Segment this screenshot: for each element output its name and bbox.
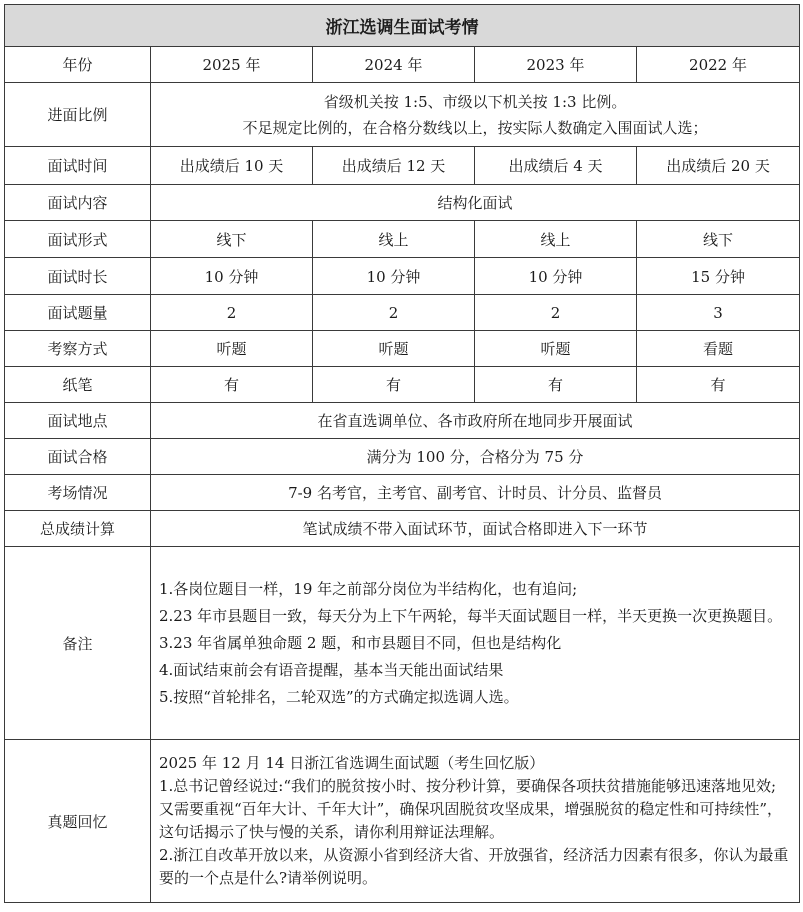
table-cell: 出成绩后 10 天	[151, 147, 313, 185]
table-cell: 线下	[151, 221, 313, 258]
year-2023: 2023 年	[475, 47, 637, 83]
row-label-total: 总成绩计算	[5, 511, 151, 547]
row-label-year: 年份	[5, 47, 151, 83]
note-line: 4.面试结束前会有语音提醒，基本当天能出面试结果	[159, 660, 504, 679]
total-row	[5, 511, 800, 547]
ratio-row	[5, 83, 800, 147]
recall-line: 2.浙江自改革开放以来，从资源小省到经济大省、开放强省，经济活力因素有很多，你认为最重要的一个点是什么?请举例说明。	[159, 846, 789, 887]
row-label-form: 面试形式	[5, 221, 151, 258]
location-row	[5, 403, 800, 439]
recall-line: 2025 年 12 月 14 日浙江省选调生面试题（考生回忆版）	[159, 754, 545, 772]
pass-value: 满分为 100 分，合格分为 75 分	[151, 439, 800, 475]
year-2024: 2024 年	[313, 47, 475, 83]
duration-row	[5, 258, 800, 295]
row-label-method: 考察方式	[5, 331, 151, 367]
notes-value	[151, 547, 800, 740]
form-row	[5, 221, 800, 258]
table-title: 浙江选调生面试考情	[5, 5, 800, 47]
table-cell: 线上	[313, 221, 475, 258]
year-2022: 2022 年	[637, 47, 800, 83]
row-label-pass: 面试合格	[5, 439, 151, 475]
table-cell: 2	[313, 295, 475, 331]
recall-value	[151, 740, 800, 903]
recall-row	[5, 740, 800, 903]
method-row	[5, 331, 800, 367]
row-label-room: 考场情况	[5, 475, 151, 511]
table-cell: 有	[313, 367, 475, 403]
table-cell: 出成绩后 12 天	[313, 147, 475, 185]
row-label-paper: 纸笔	[5, 367, 151, 403]
content-value: 结构化面试	[151, 185, 800, 221]
room-row	[5, 475, 800, 511]
table-cell: 线下	[637, 221, 800, 258]
table-cell: 听题	[151, 331, 313, 367]
table-cell: 看题	[637, 331, 800, 367]
table-cell: 10 分钟	[151, 258, 313, 295]
table-cell: 有	[637, 367, 800, 403]
row-label-time: 面试时间	[5, 147, 151, 185]
paper-row	[5, 367, 800, 403]
year-2025: 2025 年	[151, 47, 313, 83]
recall-line: 1.总书记曾经说过:“我们的脱贫按小时、按分秒计算，要确保各项扶贫措施能够迅速落地见效;又需要重视“百年大计、千年大计”，确保巩固脱贫攻坚成果，增强脱贫的稳定性和可持续性”，这句话揭示了快与慢的关系，请你利用辩证法理解。	[159, 777, 783, 841]
table-cell: 听题	[313, 331, 475, 367]
note-line: 5.按照“首轮排名，二轮双选”的方式确定拟选调人选。	[159, 687, 519, 706]
table-cell: 出成绩后 20 天	[637, 147, 800, 185]
ratio-line: 不足规定比例的，在合格分数线以上，按实际人数确定入围面试人选；	[242, 118, 708, 137]
pass-row	[5, 439, 800, 475]
table-cell: 听题	[475, 331, 637, 367]
table-cell: 2	[475, 295, 637, 331]
table-cell: 出成绩后 4 天	[475, 147, 637, 185]
row-label-count: 面试题量	[5, 295, 151, 331]
note-line: 3.23 年省属单独命题 2 题，和市县题目不同，但也是结构化	[159, 633, 562, 652]
location-value: 在省直选调单位、各市政府所在地同步开展面试	[151, 403, 800, 439]
year-row	[5, 47, 800, 83]
note-line: 2.23 年市县题目一致，每天分为上下午两轮，每半天面试题目一样，半天更换一次更换题目。	[159, 606, 783, 625]
table-cell: 10 分钟	[475, 258, 637, 295]
table-cell: 有	[151, 367, 313, 403]
count-row	[5, 295, 800, 331]
notes-row	[5, 547, 800, 740]
table-cell: 15 分钟	[637, 258, 800, 295]
time-row	[5, 147, 800, 185]
row-label-duration: 面试时长	[5, 258, 151, 295]
table-cell: 10 分钟	[313, 258, 475, 295]
row-label-notes: 备注	[5, 547, 151, 740]
room-value: 7-9 名考官，主考官、副考官、计时员、计分员、监督员	[151, 475, 800, 511]
total-value: 笔试成绩不带入面试环节，面试合格即进入下一环节	[151, 511, 800, 547]
ratio-line: 省级机关按 1:5、市级以下机关按 1:3 比例。	[323, 92, 627, 111]
exam-info-table	[4, 4, 800, 903]
table-cell: 2	[151, 295, 313, 331]
row-label-location: 面试地点	[5, 403, 151, 439]
row-label-content: 面试内容	[5, 185, 151, 221]
row-label-recall: 真题回忆	[5, 740, 151, 903]
note-line: 1.各岗位题目一样，19 年之前部分岗位为半结构化，也有追问;	[159, 579, 578, 598]
table-cell: 线上	[475, 221, 637, 258]
table-cell: 有	[475, 367, 637, 403]
ratio-value	[151, 83, 800, 147]
content-row	[5, 185, 800, 221]
table-cell: 3	[637, 295, 800, 331]
row-label-ratio: 进面比例	[5, 83, 151, 147]
